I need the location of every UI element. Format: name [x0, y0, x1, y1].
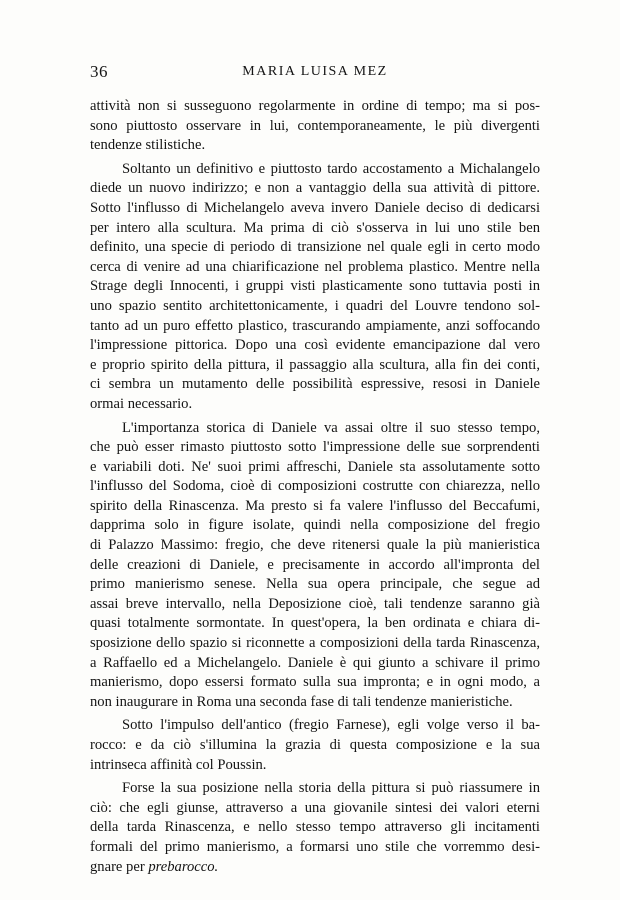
emphasized-term: prebarocco.	[148, 858, 219, 875]
text-line: Sotto l'influsso di Michelangelo aveva invero Daniele deciso di dedicarsi	[90, 199, 540, 216]
text-line: non inaugurare in Roma una seconda fase di tali tendenze manieristiche.	[90, 693, 513, 710]
text-line: Sotto l'impulso dell'antico (fregio Farnese), egli volge verso il ba-	[122, 717, 540, 734]
text-line: primo manierismo senese. Nella sua opera principale, che segue ad	[90, 576, 540, 593]
paragraph-2	[90, 160, 540, 415]
paragraph-1	[90, 97, 540, 156]
text-line: che può esser rimasto piuttosto sotto l'impressione delle sue sorprendenti	[90, 439, 540, 456]
text-line: cerca di venire ad una chiarificazione nel problema plastico. Mentre nella	[90, 258, 540, 275]
text-line: Strage degli Innocenti, i gruppi visti plasticamente sono tuttavia posti in	[90, 278, 540, 295]
text-line: manierismo, dopo essersi formato sulla sua impronta; e in ogni modo, a	[90, 674, 540, 691]
text-line: sono piuttosto osservare in lui, contemporaneamente, le più divergenti	[90, 117, 540, 134]
paragraph-5	[90, 779, 540, 877]
body-text	[90, 97, 540, 877]
paragraph-3	[90, 419, 540, 713]
text-line: tendenze stilistiche.	[90, 137, 206, 154]
running-title: MARIA LUISA MEZ	[242, 64, 388, 79]
text-line: per intero alla scultura. Ma prima di ciò s'osserva in lui uno stile ben	[90, 219, 540, 236]
paragraph-4	[90, 716, 540, 775]
text-line: ci sembra un mutamento delle possibilità espressive, resosi in Daniele	[90, 376, 540, 393]
text-line: Forse la sua posizione nella storia della pittura si può riassumere in	[122, 780, 540, 797]
text-line: l'impressione pittorica. Dopo una così evidente emancipazione dal vero	[90, 337, 540, 354]
text-line: formali del primo manierismo, a formarsi uno stile che vorremmo desi-	[90, 838, 540, 855]
text-line: diede un nuovo indirizzo; e non a vantaggio della sua attività di pittore.	[90, 180, 540, 197]
text-line: attività non si susseguono regolarmente in ordine di tempo; ma si pos-	[90, 98, 540, 114]
text-line: definito, una specie di periodo di transizione nel quale egli in certo modo	[90, 239, 540, 256]
text-line: a Raffaello ed a Michelangelo. Daniele è qui giunto a schivare il primo	[90, 654, 540, 671]
text-line: assai breve intervallo, nella Deposizione cioè, tali tendenze saranno già	[90, 595, 540, 612]
text-line: sposizione dello spazio si riconnette a composizioni della tarda Rinascenza,	[90, 635, 540, 652]
text-line: L'importanza storica di Daniele va assai oltre il suo stesso tempo,	[122, 419, 540, 436]
text-line: dapprima solo in figure isolate, quindi nella composizione del fregio	[90, 517, 540, 534]
text-line: tanto ad un puro effetto plastico, trascurando ampiamente, anzi soffocando	[90, 317, 540, 334]
text-line: ciò: che egli giunse, attraverso a una giovanile sintesi dei valori eterni	[90, 799, 540, 816]
text-line: di Palazzo Massimo: fregio, che deve ritenersi quale la più manieristica	[90, 537, 540, 554]
text-line	[90, 858, 540, 878]
text-line: intrinseca affinità col Poussin.	[90, 756, 267, 773]
text-line: rocco: e da ciò s'illumina la grazia di questa composizione e la sua	[90, 737, 540, 753]
page-header	[90, 62, 540, 86]
text-line: spirito della Rinascenza. Ma presto si fa valere l'influsso del Beccafumi,	[90, 497, 540, 514]
text-line: quasi totalmente sormontate. In quest'opera, la ben ordinata e chiara di-	[90, 615, 540, 632]
text-line: e variabili doti. Ne' suoi primi affreschi, Daniele sta assolutamente sotto	[90, 458, 540, 475]
text-line: Soltanto un definitivo e piuttosto tardo accostamento a Michalangelo	[122, 160, 540, 177]
text-line: l'influsso del Sodoma, cioè di composizioni costrutte con chiarezza, nello	[90, 478, 540, 495]
text-line-prefix: gnare per	[90, 858, 149, 875]
text-line: ormai necessario.	[90, 395, 193, 412]
page-number: 36	[90, 62, 108, 81]
text-line: uno spazio sentito architettonicamente, i quadri del Louvre tendono sol-	[90, 297, 540, 314]
text-line: e proprio spirito della pittura, il passaggio alla scultura, alla fin dei conti,	[90, 356, 540, 373]
text-line: delle creazioni di Daniele, e precisamente in accordo all'impronta del	[90, 556, 540, 573]
text-line: della tarda Rinascenza, e nello stesso tempo attraverso gli incitamenti	[90, 819, 540, 836]
